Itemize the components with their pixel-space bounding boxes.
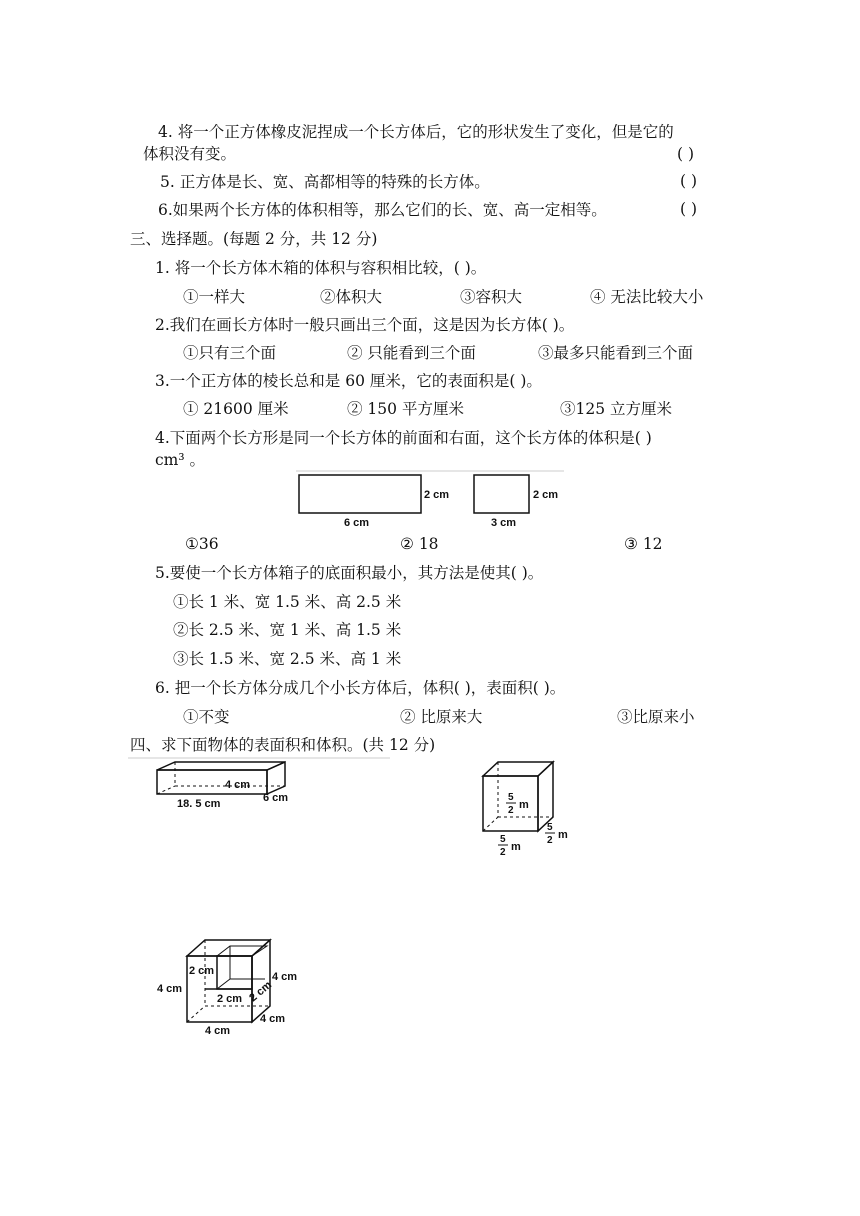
notched-depth-label: 4 cm <box>260 1013 286 1025</box>
q1-stem: 1. 将一个长方体木箱的体积与容积相比较，( )。 <box>155 259 487 277</box>
q6-option[interactable]: ③比原来小 <box>617 708 695 726</box>
q2-option[interactable]: ② 只能看到三个面 <box>347 344 476 362</box>
right-face-rect <box>474 475 529 513</box>
q4-rectangles-figure <box>296 470 566 530</box>
judge-q5: 5. 正方体是长、宽、高都相等的特殊的长方体。 <box>160 173 490 191</box>
notched-cube-figure-3 <box>155 938 315 1038</box>
cube-figure-2 <box>478 758 578 868</box>
cube-height-denominator: 2 <box>508 805 514 816</box>
q1-option[interactable]: ③容积大 <box>460 288 523 306</box>
judge-q6: 6.如果两个长方体的体积相等，那么它们的长、宽、高一定相等。 <box>158 201 607 219</box>
q4-option[interactable]: ①36 <box>185 535 219 553</box>
q4-stem: 4.下面两个长方形是同一个长方体的前面和右面，这个长方体的体积是( ) <box>155 429 652 447</box>
q4-option[interactable]: ③ 12 <box>624 535 663 553</box>
notched-bottom-width-label: 4 cm <box>205 1025 231 1037</box>
cube-height-unit: m <box>519 799 529 811</box>
q2-stem: 2.我们在画长方体时一般只画出三个面，这是因为长方体( )。 <box>155 316 575 334</box>
section4-title: 四、求下面物体的表面积和体积。(共 12 分) <box>130 736 436 754</box>
section4-underline <box>128 757 390 759</box>
answer-paren[interactable]: ( ) <box>680 200 698 218</box>
cube-length-unit: m <box>511 841 521 853</box>
cube-depth-numerator: 5 <box>547 822 553 833</box>
notched-inner-height-label: 2 cm <box>189 965 215 977</box>
q5-option[interactable]: ②长 2.5 米、宽 1 米、高 1.5 米 <box>173 621 402 639</box>
right-face-width-label: 3 cm <box>491 517 517 529</box>
cuboid1-length-label: 18. 5 cm <box>177 798 221 810</box>
q4-option[interactable]: ② 18 <box>400 535 439 553</box>
judge-q4-line2: 体积没有变。 <box>143 145 237 163</box>
q1-option[interactable]: ②体积大 <box>320 288 383 306</box>
notched-inner-width-label: 2 cm <box>217 993 243 1005</box>
right-face-height-label: 2 cm <box>533 489 559 501</box>
notched-left-height-label: 4 cm <box>157 983 183 995</box>
section3-title: 三、选择题。(每题 2 分，共 12 分) <box>130 230 378 248</box>
cube-length-denominator: 2 <box>500 847 506 858</box>
q3-option[interactable]: ③125 立方厘米 <box>560 400 673 418</box>
q3-option[interactable]: ② 150 平方厘米 <box>347 400 464 418</box>
answer-paren[interactable]: ( ) <box>680 172 698 190</box>
cuboid-figure-1 <box>155 760 305 808</box>
q6-option[interactable]: ①不变 <box>183 708 230 726</box>
cube-length-numerator: 5 <box>500 834 506 845</box>
answer-paren[interactable]: ( ) <box>677 145 695 163</box>
q5-option[interactable]: ①长 1 米、宽 1.5 米、高 2.5 米 <box>173 593 402 611</box>
q2-option[interactable]: ③最多只能看到三个面 <box>538 344 694 362</box>
q6-option[interactable]: ② 比原来大 <box>400 708 483 726</box>
q5-stem: 5.要使一个长方体箱子的底面积最小，其方法是使其( )。 <box>155 564 544 582</box>
cuboid1-height-label: 4 cm <box>225 779 251 791</box>
front-face-rect <box>299 475 421 513</box>
cube-depth-denominator: 2 <box>547 835 553 846</box>
q1-option[interactable]: ①一样大 <box>183 288 246 306</box>
notched-inner-depth-label: 2 cm <box>247 978 275 1005</box>
q1-option[interactable]: ④ 无法比较大小 <box>590 288 704 306</box>
cube-height-numerator: 5 <box>508 792 514 803</box>
q2-option[interactable]: ①只有三个面 <box>183 344 277 362</box>
q5-option[interactable]: ③长 1.5 米、宽 2.5 米、高 1 米 <box>173 650 402 668</box>
cube-depth-unit: m <box>558 829 568 841</box>
q3-stem: 3.一个正方体的棱长总和是 60 厘米，它的表面积是( )。 <box>155 372 542 390</box>
notched-right-height-label: 4 cm <box>272 971 298 983</box>
front-face-height-label: 2 cm <box>424 489 450 501</box>
q4-unit: cm³ 。 <box>155 451 206 469</box>
q6-stem: 6. 把一个长方体分成几个小长方体后，体积( )，表面积( )。 <box>155 679 566 697</box>
front-face-width-label: 6 cm <box>344 517 370 529</box>
cuboid1-width-label: 6 cm <box>263 792 289 804</box>
q3-option[interactable]: ① 21600 厘米 <box>183 400 289 418</box>
judge-q4-line1: 4. 将一个正方体橡皮泥捏成一个长方体后，它的形状发生了变化，但是它的 <box>158 123 674 141</box>
